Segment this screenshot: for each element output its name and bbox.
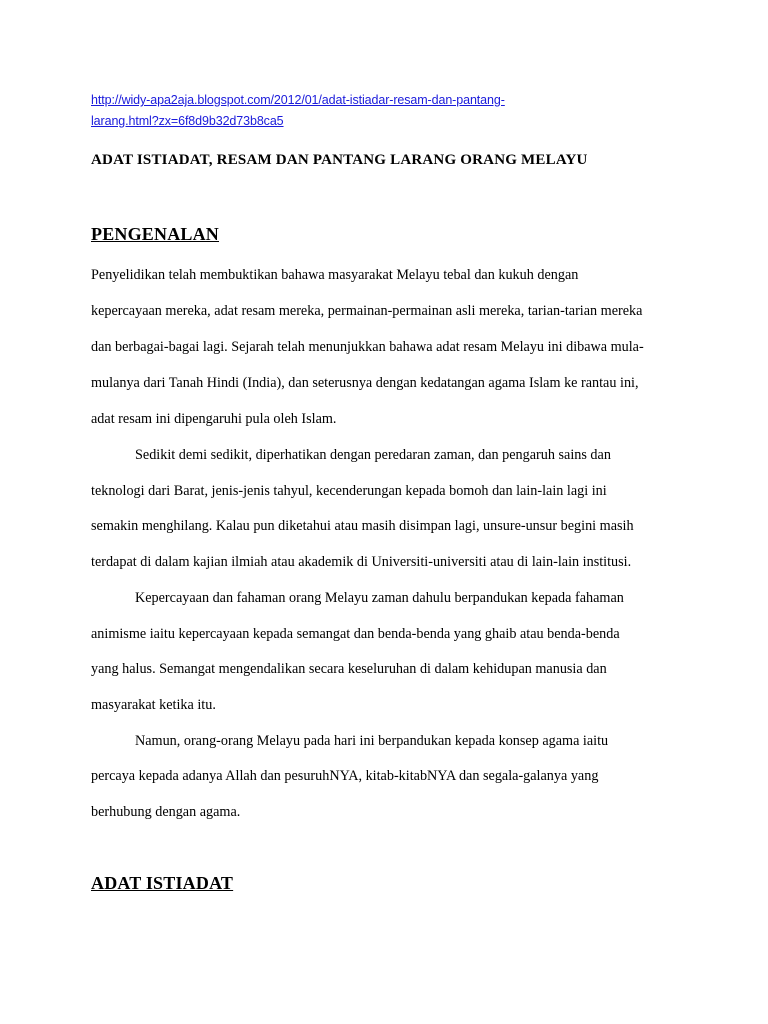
paragraph-1-line-2: kepercayaan mereka, adat resam mereka, permainan-permainan asli mereka, tarian-tarian mereka	[91, 303, 643, 319]
paragraph-2-line-1: Sedikit demi sedikit, diperhatikan dengan peredaran zaman, dan pengaruh sains dan	[135, 447, 611, 463]
paragraph-4-line-1: Namun, orang-orang Melayu pada hari ini berpandukan kepada konsep agama iaitu	[135, 733, 609, 749]
paragraph-1-line-1: Penyelidikan telah membuktikan bahawa masyarakat Melayu tebal dan kukuh dengan	[91, 267, 579, 283]
paragraph-3-line-1: Kepercayaan dan fahaman orang Melayu zaman dahulu berpandukan kepada fahaman	[135, 590, 624, 606]
paragraph-1-line-4: mulanya dari Tanah Hindi (India), dan seterusnya dengan kedatangan agama Islam ke rantau ini,	[91, 375, 639, 391]
paragraph-2-line-3: semakin menghilang. Kalau pun diketahui atau masih disimpan lagi, unsure-unsur begini masih	[91, 518, 634, 534]
section-heading-adat-istiadat: ADAT ISTIADAT	[91, 873, 234, 893]
paragraph-3-line-4: masyarakat ketika itu.	[91, 697, 216, 713]
paragraph-3-line-2: animisme iaitu kepercayaan kepada semangat dan benda-benda yang ghaib atau benda-benda	[91, 626, 620, 642]
paragraph-1-line-5: adat resam ini dipengaruhi pula oleh Islam.	[91, 411, 337, 427]
paragraph-3-line-3: yang halus. Semangat mengendalikan secara keseluruhan di dalam kehidupan manusia dan	[91, 661, 607, 677]
paragraph-2-line-2: teknologi dari Barat, jenis-jenis tahyul, kecenderungan kepada bomoh dan lain-lain lagi ini	[91, 483, 607, 499]
source-link-line-1[interactable]: http://widy-apa2aja.blogspot.com/2012/01/adat-istiadar-resam-dan-pantang-	[91, 93, 505, 107]
source-link-line-2[interactable]: larang.html?zx=6f8d9b32d73b8ca5	[91, 114, 284, 128]
section-heading-pengenalan: PENGENALAN	[91, 224, 220, 244]
document-title: ADAT ISTIADAT, RESAM DAN PANTANG LARANG ORANG MELAYU	[91, 152, 588, 168]
paragraph-2-line-4: terdapat di dalam kajian ilmiah atau akademik di Universiti-universiti atau di lain-lain institusi.	[91, 554, 632, 570]
paragraph-4-line-2: percaya kepada adanya Allah dan pesuruhNYA, kitab-kitabNYA dan segala-galanya yang	[91, 768, 599, 784]
paragraph-1-line-3: dan berbagai-bagai lagi. Sejarah telah menunjukkan bahawa adat resam Melayu ini dibawa mula-	[91, 339, 644, 355]
paragraph-4-line-3: berhubung dengan agama.	[91, 804, 241, 820]
